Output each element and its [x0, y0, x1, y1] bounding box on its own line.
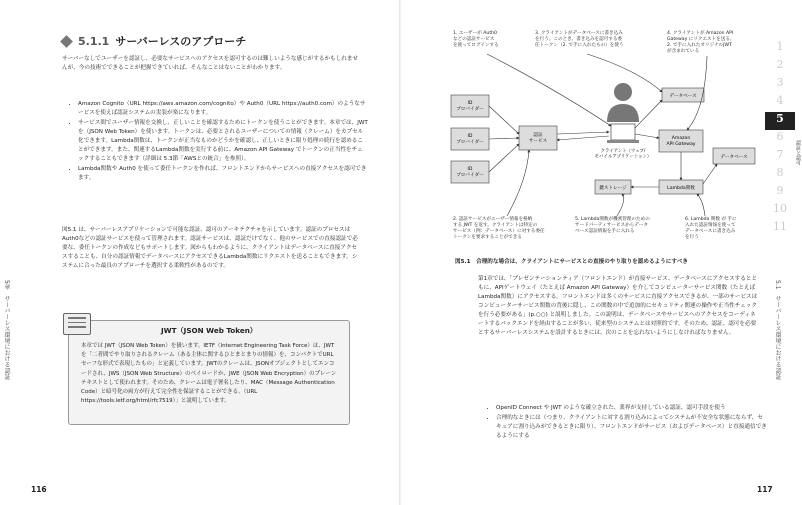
intro-paragraph: サーバーなしでユーザーを認証し、必要なサービスへのアクセスを認可するのは難しいような感じがするかもしれませんが、今の技術でできることが把握できていれば、そんなことはないことがわかります。	[62, 56, 359, 71]
left-page	[0, 0, 400, 505]
chapter-tab: 1	[776, 40, 784, 53]
callout-3: 3. クライアントがデータベースに書き込みを行う。このとき、書き込みを認可する委任トークン（2. で手に入れたもの）を使う	[535, 31, 624, 48]
figure-reference-paragraph: 図5.1 は、サーバーレスアプリケーションで可能な認証、認可のアーキテクチャを示しています。認証のプロセスはAuth0などの認証サービスを使って管理されます。認証サービスは、認証だけでなく、他のサービスでの直接認証で必要な、委任トークンの作成などもサポートします。図からもわかるように、クライアントはデータベースに直接アクセスすることも、自分の認証情報でデータベースにアクセスできるLambda関数にリクエストを送ることもできます。システムに合った最良のアプローチを選択する柔軟性があるのです。	[62, 227, 358, 269]
bullet-item: • サービス間でユーザー情報を交換し、正しいことを確認するためにトークンを使うことができます。本章では、JWT を（JSON Web Token）を使います。トークンは、必要とされるユーザーについての情報（クレーム）をカプセル化できます。Lambda関数は、トークンが正当なものかどうかを確認し、正しいときに限り処理の続行を認めることができます。また、関連するLambda関数を実行する前に、Amazon API Gateway でトークンの正当性をチェックすることもできます（詳細は 5.3節「AWSとの統合」を参照）。	[78, 119, 368, 164]
bullet-list	[488, 404, 768, 442]
jwt-note-box	[68, 320, 350, 425]
running-head-right: 5.1 サーバーレス環境における認証	[774, 280, 781, 380]
svg-text:データベース: データベース	[720, 155, 748, 160]
callout-1: 1. ユーザーが Auth0 などの認証サービスを使ってログインする	[453, 31, 499, 48]
chapter-tab-caption: 認証と認可	[795, 140, 801, 165]
chapter-tab: 9	[776, 184, 784, 197]
id-provider-box	[451, 161, 489, 183]
svg-text:IDプロバイダー: ID プロバイダー	[456, 167, 484, 178]
svg-text:Lambda関数: Lambda関数	[667, 186, 695, 191]
chapter-tab: 4	[776, 94, 784, 107]
svg-text:クライアント（ウェブ/モバイルアプリケーション）: クライアント（ウェブ/モバイルアプリケーション）	[594, 149, 652, 160]
architecture-diagram	[447, 30, 762, 252]
id-provider-box	[451, 128, 489, 150]
chapter-thumb-tabs	[765, 40, 795, 238]
chapter-tab: 6	[776, 130, 784, 143]
laptop-icon	[611, 124, 635, 140]
svg-text:IDプロバイダー: ID プロバイダー	[456, 134, 484, 145]
chapter-tab: 7	[776, 148, 784, 161]
chapter-tab: 11	[773, 220, 787, 233]
chapter-reference-paragraph: 第1章では、「プレゼンテーションティア（フロントエンド）が直接サービス、データベースにアクセスするとともに、APIゲートウェイ（たとえば Amazon API Gateway）を介してコンピューターサービス関数（たとえばLambda関数）にアクセスする。フロントエンドは多くのサービスに直接アクセスできるが、一部のサービスはコンピューターサービス関数の背後に隠し、この関数の中で追加的にセキュリティ関連の操作や正当性チェックを行う必要がある」(p.○○) と説明しました。この説明は、データベースやサービスへのアクセスをコーディネートするバックエンドを経由することが多い、従来型のシステムとは対照的です。そのため、認証、認可を必要とするサーバーレスシステムを設計するときには、次のことを忘れないようにしなければなりません。	[478, 276, 758, 336]
bullet-item: • Lambda関数や Auth0 を使って委任トークンを作れば、フロントエンドからサービスへの直接アクセスを認可できます。	[78, 165, 368, 183]
auth-service-box	[519, 126, 557, 150]
svg-text:鍵ストレージ: 鍵ストレージ	[599, 186, 627, 191]
bullet-item: • Amazon Cognito（URL https://aws.amazon.com/cognito）や Auth0（URL https://auth0.com）のようなサービスを使えば認証システムの実装が楽になります。	[78, 100, 368, 118]
bullet-item: • OpenID Connect や JWT のような確立された、業界が支持している認証、認可手段を使う	[496, 404, 768, 413]
chapter-tab: 3	[776, 76, 784, 89]
chapter-tab-active: 5	[765, 112, 795, 130]
section-number: 5.1.1	[78, 34, 110, 48]
figure-caption: 図5.1 合理的な場合は、クライアントにサービスとの直接のやり取りを認めるようにすべき	[455, 259, 688, 265]
section-heading	[62, 33, 246, 49]
svg-text:IDプロバイダー: ID プロバイダー	[456, 101, 484, 112]
callout-4: 4. クライアントが Amazon API Gateway にリクエストを送る。 2. で手に入れたオリジナルJWT が含まれている	[667, 31, 735, 54]
callout-2: 2. 認証サービスがユーザー情報を格納する JWT を返す。クライアントは特定のサービス（例：データベース）に対する委任トークンを要求することができる	[453, 217, 545, 240]
svg-text:データベース: データベース	[669, 94, 697, 99]
callout-5: 5. Lambda関数が機密管理のためのサードパーティサービスからデータベース認証情報を手に入れる	[575, 217, 650, 234]
chapter-tab: 2	[776, 58, 784, 71]
section-title: サーバーレスのアプローチ	[115, 35, 247, 48]
right-page	[400, 0, 800, 505]
page-number-right: 117	[757, 485, 773, 494]
jwt-note-body: 本章では JWT（JSON Web Token）を扱います。IETF（Internet Engineering Task Force）は、JWTを「二者間でやり取りされるクレーム（ある主体に関するひとまとまりの情報）を、コンパクトでURLセーフな形式で表現したもの」と定義しています。JWTのクレームは、JSONオブジェクトとしてエンコードされ、JWS（JSON Web Structure）のペイロードか、JWE（JSON Web Encryption）のプレーンテキストとして使われます。そのため、クレームは電子署名したり、MAC（Message Authentication Code）と暗号化の両方が行えて完全性を保証することができる。（URL https://tools.ietf.org/html/rfc7519）」と説明しています。	[81, 343, 337, 405]
svg-text:AmazonAPI Gateway: Amazon API Gateway	[666, 136, 696, 147]
chapter-tab: 8	[776, 166, 784, 179]
id-provider-box	[451, 95, 489, 117]
page-number-left: 116	[31, 485, 47, 494]
callout-6: 6. Lambda 関数 が 手に入れた認証情報を使ってデータベースに書き込みを行う	[685, 217, 737, 240]
bullet-item: • 合理的なときには（つまり、クライアントに対する割り込みによってシステムが不安全な状態にならず、セキュアに割り込みができるときに限り）、フロントエンドがサービス（およびデータベース）と直接通信できるようにする	[496, 414, 768, 441]
bullet-list	[70, 100, 368, 184]
svg-text:認証サービス: 認証サービス	[528, 133, 548, 144]
diamond-icon	[60, 35, 73, 48]
user-icon	[614, 83, 632, 101]
jwt-note-title: JWT（JSON Web Token）	[160, 326, 257, 335]
chapter-tab: 10	[773, 202, 787, 215]
running-head-left: 5章 サーバーレス環境における認証	[3, 280, 10, 380]
api-gateway-box	[659, 130, 703, 152]
